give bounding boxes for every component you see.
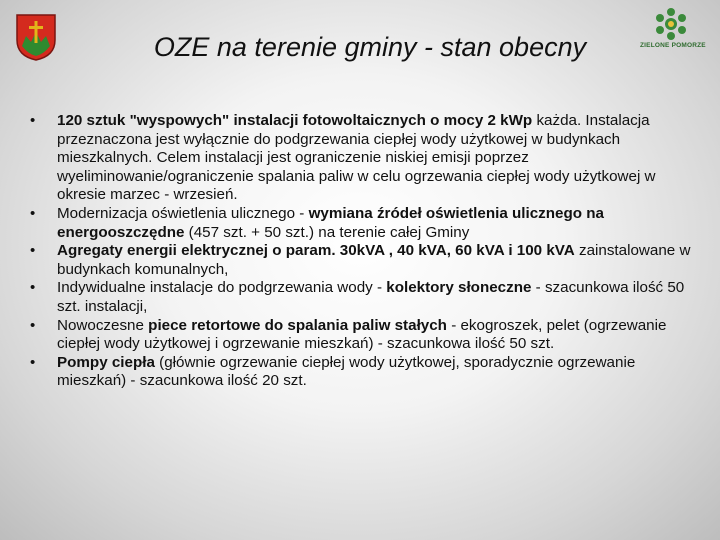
bullet-item [30, 316, 697, 354]
bullet-dot-icon: • [30, 242, 36, 260]
bullet-text: zainstalowane w budynkach komunalnych, [57, 242, 691, 278]
bullet-text: każda. Instalacja przeznaczona jest wyłącznie do podgrzewania ciepłej wody użytkowej w budynkach mieszkalnych. Celem instalacji jest ograniczenie niskiej emisji poprzez wyeliminowanie/ograniczenie spalania paliw w celu ogrzewania ciepłej wody użytkowej w okresie marzec - wrzesień. [57, 112, 656, 204]
bullet-dot-icon: • [30, 316, 36, 334]
bullet-text: Indywidualne instalacje do podgrzewania wody - [57, 279, 387, 297]
bullet-text-bold: 120 sztuk "wyspowych" instalacji fotowoltaicznych o mocy 2 kWp [57, 112, 533, 129]
bullet-item [30, 353, 697, 391]
bullet-text-bold: Agregaty energii elektrycznej o param. 30kVA , 40 kVA, 60 kVA i 100 kVA [57, 242, 575, 260]
bullet-text-bold: kolektory słoneczne [386, 279, 532, 297]
bullet-list [30, 112, 697, 391]
bullet-item [30, 279, 697, 316]
bullet-text: Nowoczesne [57, 316, 149, 334]
bullet-text-bold: Pompy ciepła [57, 353, 155, 371]
slide-title: OZE na terenie gminy - stan obecny [153, 32, 587, 62]
bullet-text: Modernizacja oświetlenia ulicznego - [57, 204, 309, 222]
bullet-dot-icon: • [30, 204, 36, 222]
bullet-text: (457 szt. + 50 szt.) na terenie całej Gminy [184, 223, 470, 241]
bullet-item [30, 112, 697, 205]
bullet-text-bold: piece retortowe do spalania paliw stałych [148, 316, 447, 334]
bullet-dot-icon: • [30, 279, 36, 297]
bullet-item [30, 204, 697, 242]
bullet-text: - ekogroszek, pelet (ogrzewanie ciepłej wody użytkowej i ogrzewanie mieszkań) - szacunkowa ilość 50 szt. [57, 316, 667, 353]
bullet-item [30, 242, 697, 279]
logo-caption: ZIELONE POMORZE [640, 42, 706, 49]
bullet-text-bold: wymiana źródeł oświetlenia ulicznego na energooszczędne [57, 204, 604, 241]
bullet-dot-icon: • [30, 353, 36, 371]
bullet-dot-icon: • [30, 112, 36, 129]
bullet-text: (głównie ogrzewanie ciepłej wody użytkowej, sporadycznie ogrzewanie mieszkań) - szacunkowa ilość 20 szt. [57, 353, 636, 390]
bullet-text: - szacunkowa ilość 50 szt. instalacji, [57, 279, 685, 315]
